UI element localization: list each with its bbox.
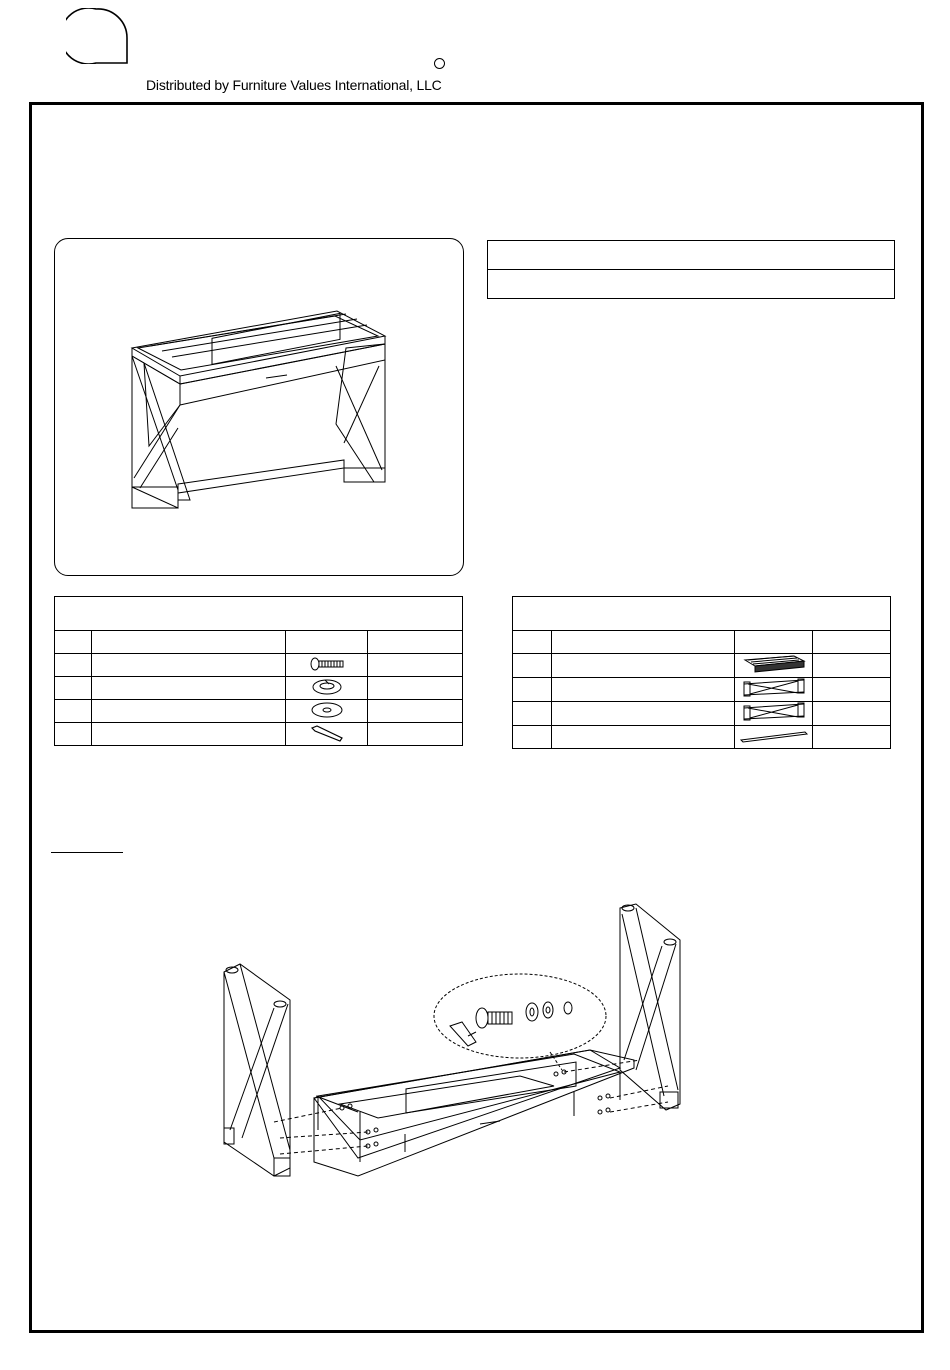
table-row xyxy=(55,654,463,677)
hardware-col-letter xyxy=(55,631,92,654)
x-leg-icon xyxy=(735,678,813,702)
hardware-table-title xyxy=(55,597,463,631)
table-row xyxy=(513,654,891,678)
parts-col-number xyxy=(513,631,552,654)
table-row xyxy=(55,700,463,723)
hardware-qty xyxy=(368,677,463,700)
bolt-icon xyxy=(286,654,368,677)
table-row xyxy=(513,678,891,702)
registered-mark xyxy=(434,58,445,69)
console-table-illustration xyxy=(54,238,462,574)
table-row xyxy=(55,723,463,746)
part-number xyxy=(513,726,552,749)
parts-col-qty xyxy=(813,631,891,654)
hardware-letter xyxy=(55,723,92,746)
part-qty xyxy=(813,726,891,749)
hardware-letter xyxy=(55,654,92,677)
part-number xyxy=(513,702,552,726)
hardware-col-qty xyxy=(368,631,463,654)
hardware-qty xyxy=(368,700,463,723)
hardware-col-name xyxy=(91,631,285,654)
hardware-letter xyxy=(55,677,92,700)
flat-washer-icon xyxy=(286,700,368,723)
info-row xyxy=(488,270,895,299)
part-name xyxy=(551,726,734,749)
hardware-qty xyxy=(368,654,463,677)
part-qty xyxy=(813,702,891,726)
part-number xyxy=(513,678,552,702)
parts-col-name xyxy=(551,631,734,654)
allen-key-icon xyxy=(286,723,368,746)
parts-table-title xyxy=(513,597,891,631)
parts-col-image xyxy=(735,631,813,654)
table-row xyxy=(55,677,463,700)
part-qty xyxy=(813,654,891,678)
table-row xyxy=(513,702,891,726)
hardware-col-image xyxy=(286,631,368,654)
parts-table xyxy=(512,596,891,749)
hardware-table xyxy=(54,596,463,746)
stretcher-bar-icon xyxy=(735,726,813,749)
part-number xyxy=(513,654,552,678)
part-name xyxy=(551,678,734,702)
step-heading-underline xyxy=(51,852,123,853)
info-table xyxy=(487,240,895,299)
hardware-name xyxy=(91,677,285,700)
assembly-diagram xyxy=(210,900,690,1190)
part-name xyxy=(551,702,734,726)
part-name xyxy=(551,654,734,678)
distributor-line: Distributed by Furniture Values International, LLC xyxy=(146,77,442,93)
tabletop-icon xyxy=(735,654,813,678)
hardware-qty xyxy=(368,723,463,746)
info-row xyxy=(488,241,895,270)
brand-logo xyxy=(66,8,128,64)
table-row xyxy=(513,726,891,749)
hardware-letter xyxy=(55,700,92,723)
lock-washer-icon xyxy=(286,677,368,700)
hardware-name xyxy=(91,700,285,723)
part-qty xyxy=(813,678,891,702)
x-leg-icon xyxy=(735,702,813,726)
hardware-name xyxy=(91,654,285,677)
hardware-name xyxy=(91,723,285,746)
